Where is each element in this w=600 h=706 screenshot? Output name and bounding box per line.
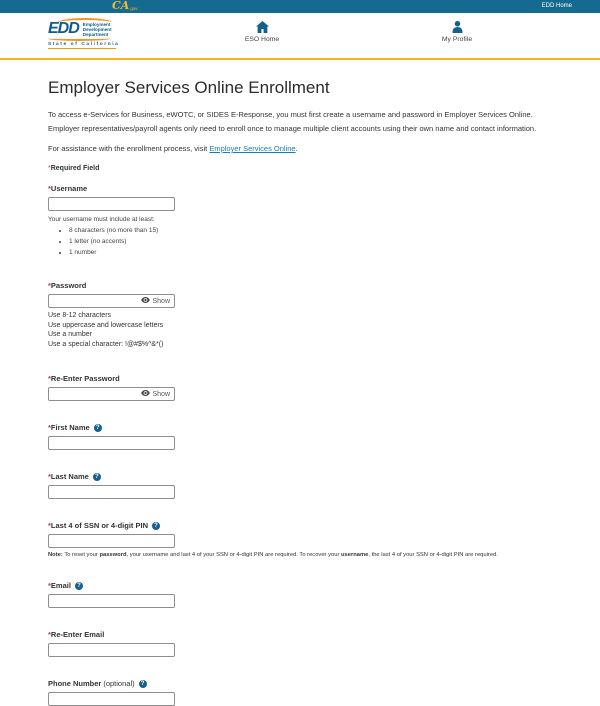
email-input[interactable] <box>48 594 175 608</box>
ssn-pin-input[interactable] <box>48 534 175 548</box>
required-marker: * <box>48 184 51 193</box>
edd-home-link[interactable]: EDD Home <box>541 3 572 9</box>
note-part: , the last 4 of your SSN or 4-digit PIN are required. <box>368 552 498 558</box>
eye-icon <box>141 390 150 398</box>
password-requirement: Use a special character: !@#$%^&*() <box>48 340 164 348</box>
required-marker: * <box>48 165 51 172</box>
edd-logo-acronym: EDD <box>48 20 79 37</box>
edd-logo-line: Development <box>82 27 112 33</box>
ca-gov-logo-ca: CA <box>112 0 130 12</box>
username-input[interactable] <box>48 197 175 211</box>
username-label-text: Username <box>50 184 88 193</box>
required-marker: * <box>48 281 51 290</box>
required-marker: * <box>48 472 51 481</box>
help-icon[interactable]: ? <box>94 424 102 432</box>
reenter-email-label-text: Re-Enter Email <box>50 630 105 639</box>
password-input-group <box>48 294 175 308</box>
help-icon[interactable]: ? <box>139 680 147 688</box>
ca-gov-logo-gov: gov <box>130 6 138 11</box>
last-name-input[interactable] <box>48 485 175 499</box>
email-section <box>48 581 552 608</box>
username-requirement: • 1 number <box>69 249 552 256</box>
reenter-password-show-label: Show <box>152 390 170 398</box>
intro-paragraph: To access e-Services for Business, eWOTC, or SIDES E-Response, you must first create a username and password in Employer Services Online. Employer representatives/payroll agents only need to enroll once to manage multiple client accounts using their own name and contact information. <box>48 110 537 133</box>
reenter-password-label <box>48 374 552 383</box>
page-title: Employer Services Online Enrollment <box>48 78 330 97</box>
first-name-input[interactable] <box>48 436 175 450</box>
ssn-pin-note <box>48 552 552 558</box>
nav-eso-home[interactable] <box>230 20 294 43</box>
eye-icon <box>141 297 150 305</box>
ssn-pin-label-text: Last 4 of SSN or 4-digit PIN <box>50 521 149 530</box>
help-icon[interactable]: ? <box>75 582 83 590</box>
required-field-text: Required Field <box>50 165 100 172</box>
main-content <box>0 60 600 706</box>
username-label <box>48 184 552 193</box>
help-icon[interactable]: ? <box>152 522 160 530</box>
edd-logo-underline <box>48 48 116 49</box>
assistance-text: For assistance with the enrollment process, visit <box>48 144 210 153</box>
required-field-note <box>48 165 552 172</box>
ssn-pin-label <box>48 521 552 530</box>
required-marker: * <box>48 630 51 639</box>
username-requirement: • 1 letter (no accents) <box>69 238 552 245</box>
reenter-password-input[interactable] <box>49 388 139 400</box>
edd-logo-department-lines <box>83 22 112 38</box>
first-name-section <box>48 423 552 450</box>
note-part: , your username and last 4 of your SSN or 4-digit PIN are required. To recover your <box>126 552 341 558</box>
reenter-email-section <box>48 630 552 657</box>
note-part: To reset your <box>62 552 100 558</box>
nav-eso-home-label: ESO Home <box>244 36 280 43</box>
username-section <box>48 184 552 256</box>
email-label <box>48 581 552 590</box>
reenter-password-section <box>48 374 552 401</box>
help-icon[interactable]: ? <box>93 473 101 481</box>
last-name-label <box>48 472 552 481</box>
password-input[interactable] <box>49 295 139 307</box>
username-requirement: • 8 characters (no more than 15) <box>69 227 552 234</box>
top-utility-bar <box>0 0 600 13</box>
site-header <box>0 13 600 60</box>
first-name-label <box>48 423 552 432</box>
employer-services-online-link[interactable]: Employer Services Online <box>209 144 296 153</box>
password-show-label: Show <box>152 297 170 305</box>
phone-label <box>48 679 552 688</box>
assistance-paragraph <box>48 144 552 153</box>
required-marker: * <box>48 581 51 590</box>
required-marker: * <box>48 423 51 432</box>
reenter-password-label-text: Re-Enter Password <box>50 374 120 383</box>
password-section <box>48 281 552 349</box>
required-marker: * <box>48 374 51 383</box>
phone-section <box>48 679 552 706</box>
reenter-password-show-button[interactable] <box>139 390 174 398</box>
person-icon <box>425 20 489 33</box>
last-name-label-text: Last Name <box>50 472 89 481</box>
edd-logo-tagline: State of California <box>48 41 120 47</box>
required-marker: * <box>48 521 51 530</box>
note-part: password <box>99 552 127 558</box>
last-name-section <box>48 472 552 499</box>
password-requirements <box>48 311 552 349</box>
password-requirement: Use a number <box>48 331 92 338</box>
note-part: username <box>340 552 369 558</box>
edd-logo-line: Employment <box>82 22 111 27</box>
phone-label-text: Phone Number <box>48 679 102 688</box>
phone-input[interactable] <box>48 692 175 706</box>
password-show-button[interactable] <box>139 297 174 305</box>
password-label-text: Password <box>50 281 87 290</box>
nav-my-profile-label: My Profile <box>441 36 473 43</box>
ssn-pin-section <box>48 521 552 558</box>
password-requirement: Use uppercase and lowercase letters <box>48 321 164 329</box>
reenter-email-input[interactable] <box>48 643 175 657</box>
username-requirements-title: Your username must include at least: <box>48 216 155 223</box>
nav-my-profile[interactable] <box>425 20 489 43</box>
reenter-password-input-group <box>48 387 175 401</box>
assistance-suffix: . <box>295 144 298 153</box>
first-name-label-text: First Name <box>50 423 90 432</box>
edd-logo-line: Department <box>82 32 109 38</box>
reenter-email-label <box>48 630 552 639</box>
note-part: Note: <box>48 552 63 558</box>
email-label-text: Email <box>50 581 71 590</box>
edd-logo[interactable] <box>48 18 158 49</box>
password-label <box>48 281 552 290</box>
username-requirements-list <box>48 227 552 256</box>
ca-gov-logo[interactable] <box>112 0 138 12</box>
phone-optional-text: (optional) <box>103 679 135 688</box>
home-icon <box>230 20 294 33</box>
password-requirement: Use 8-12 characters <box>48 312 112 319</box>
